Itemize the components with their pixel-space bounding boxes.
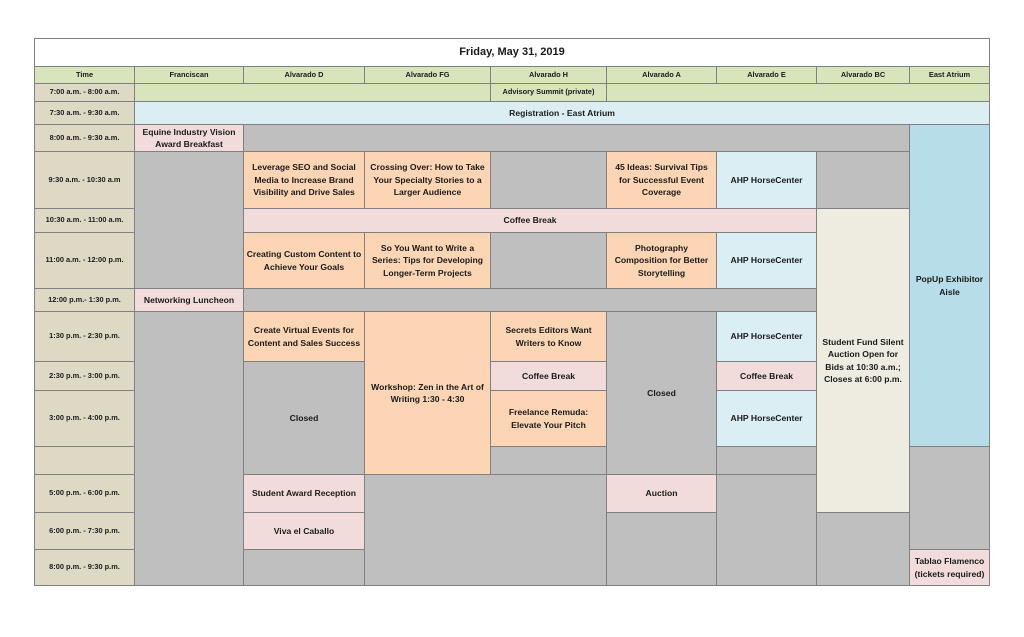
event-secrets-editors: Secrets Editors Want Writers to Know <box>490 311 607 362</box>
empty-slot <box>364 474 607 586</box>
event-custom-content: Creating Custom Content to Achieve Your Goals <box>243 232 365 289</box>
empty-slot <box>909 446 990 550</box>
event-coffee-break: Coffee Break <box>243 208 817 233</box>
empty-slot <box>243 549 365 586</box>
empty-slot <box>606 512 717 586</box>
event-student-fund-auction: Student Fund Silent Auction Open for Bids at 10:30 a.m.; Closes at 6:00 p.m. <box>816 208 910 513</box>
header-alvarado-d: Alvarado D <box>243 66 365 84</box>
header-alvarado-h: Alvarado H <box>490 66 607 84</box>
empty-slot <box>243 288 817 312</box>
event-photography: Photography Composition for Better Storytelling <box>606 232 717 289</box>
event-freelance-remuda: Freelance Remuda: Elevate Your Pitch <box>490 390 607 447</box>
event-ahp-horsecenter: AHP HorseCenter <box>716 151 817 209</box>
event-ahp-horsecenter: AHP HorseCenter <box>716 390 817 447</box>
header-east-atrium: East Atrium <box>909 66 990 84</box>
header-alvarado-fg: Alvarado FG <box>364 66 491 84</box>
event-coffee-break: Coffee Break <box>490 361 607 391</box>
time-slot: 8:00 a.m. - 9:30 a.m. <box>34 124 135 152</box>
empty-slot <box>716 474 817 586</box>
event-registration: Registration - East Atrium <box>134 101 990 125</box>
time-slot: 7:30 a.m. - 9:30 a.m. <box>34 101 135 125</box>
time-slot: 7:00 a.m. - 8:00 a.m. <box>34 83 135 102</box>
event-zen-workshop: Workshop: Zen in the Art of Writing 1:30 - 4:30 <box>364 311 491 475</box>
event-virtual-events: Create Virtual Events for Content and Sales Success <box>243 311 365 362</box>
event-popup-exhibitor: PopUp Exhibitor Aisle <box>909 124 990 447</box>
time-slot: 2:30 p.m. - 3:00 p.m. <box>34 361 135 391</box>
event-tablao-flamenco: Tablao Flamenco (tickets required) <box>909 549 990 586</box>
event-coffee-break: Coffee Break <box>716 361 817 391</box>
event-write-series: So You Want to Write a Series: Tips for Developing Longer-Term Projects <box>364 232 491 289</box>
time-slot: 8:00 p.m. - 9:30 p.m. <box>34 549 135 586</box>
event-networking-luncheon: Networking Luncheon <box>134 288 244 312</box>
empty-slot <box>716 446 817 475</box>
time-slot: 11:00 a.m. - 12:00 p.m. <box>34 232 135 289</box>
event-advisory-summit: Advisory Summit (private) <box>490 83 607 102</box>
event-crossing-over: Crossing Over: How to Take Your Specialty Stories to a Larger Audience <box>364 151 491 209</box>
time-slot: 1:30 p.m. - 2:30 p.m. <box>34 311 135 362</box>
event-student-award-reception: Student Award Reception <box>243 474 365 513</box>
schedule-title: Friday, May 31, 2019 <box>34 38 990 67</box>
event-auction: Auction <box>606 474 717 513</box>
empty-slot <box>490 446 607 475</box>
time-slot: 9:30 a.m. - 10:30 a.m <box>34 151 135 209</box>
time-slot: 10:30 a.m. - 11:00 a.m. <box>34 208 135 233</box>
event-viva-el-caballo: Viva el Caballo <box>243 512 365 550</box>
header-time: Time <box>34 66 135 84</box>
time-slot: 6:00 p.m. - 7:30 p.m. <box>34 512 135 550</box>
empty-slot <box>606 83 990 102</box>
event-seo-session: Leverage SEO and Social Media to Increase Brand Visibility and Drive Sales <box>243 151 365 209</box>
empty-slot <box>490 232 607 289</box>
event-closed: Closed <box>243 361 365 475</box>
time-slot: 3:00 p.m. - 4:00 p.m. <box>34 390 135 447</box>
header-alvarado-bc: Alvarado BC <box>816 66 910 84</box>
time-slot <box>34 446 135 475</box>
empty-slot <box>243 124 910 152</box>
event-closed: Closed <box>606 311 717 475</box>
empty-slot <box>490 151 607 209</box>
event-ahp-horsecenter: AHP HorseCenter <box>716 311 817 362</box>
empty-slot <box>134 83 491 102</box>
empty-slot <box>816 151 910 209</box>
schedule-table <box>34 38 990 586</box>
event-45-ideas: 45 Ideas: Survival Tips for Successful Event Coverage <box>606 151 717 209</box>
empty-slot <box>134 151 244 289</box>
header-alvarado-e: Alvarado E <box>716 66 817 84</box>
empty-slot <box>816 512 910 586</box>
empty-slot <box>134 311 244 586</box>
time-slot: 5:00 p.m. - 6:00 p.m. <box>34 474 135 513</box>
time-slot: 12:00 p.m.- 1:30 p.m. <box>34 288 135 312</box>
event-equine-breakfast: Equine Industry Vision Award Breakfast <box>134 124 244 152</box>
header-franciscan: Franciscan <box>134 66 244 84</box>
header-alvarado-a: Alvarado A <box>606 66 717 84</box>
event-ahp-horsecenter: AHP HorseCenter <box>716 232 817 289</box>
